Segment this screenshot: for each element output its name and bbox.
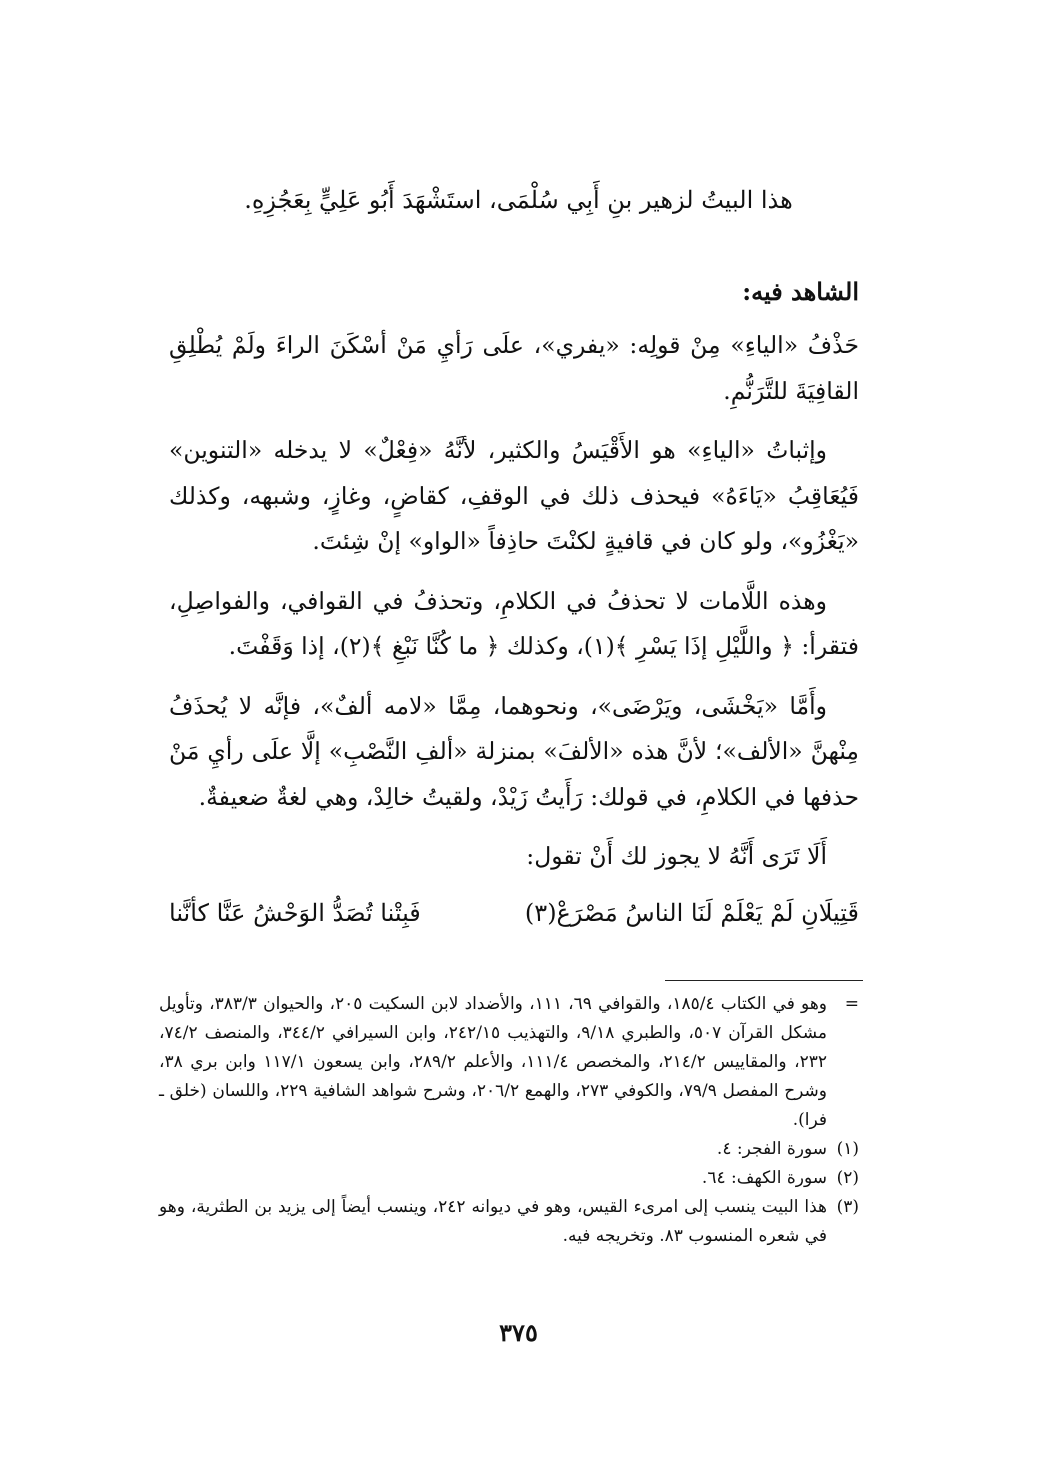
footnote-text: وهو في الكتاب ١٨٥/٤، والقوافي ٦٩، ١١١، والأضداد لابن السكيت ٢٠٥، والحيوان ٣٨٣/٣، وتأويل مشكل القرآن ٥٠٧، والطبري ٩/١٨، والتهذيب ٢٤٢/١٥، وابن السيرافي ٣٤٤/٢، والمنصف ٧٤/٢، ٢٣٢، والمقاييس ٢١٤/٢، والمخصص ١١١/٤، والأعلم ٢٨٩/٢، وابن يسعون ١١٧/١ وابن بري ٣٨، وشرح المفصل ٧٩/٩، والكوفي ٢٧٣، والهمع ٢٠٦/٢، وشرح شواهد الشافية ٢٢٩، واللسان (خلق ـ فرا). (159, 994, 828, 1130)
footnote-text: سورة الكهف: ٦٤. (701, 1168, 827, 1188)
verse-hemistich-first: قَتِيلَانِ لَمْ يَعْلَمْ لَنَا الناسُ مَصْرَعْ(٣) (524, 899, 859, 927)
footnote (159, 1193, 859, 1251)
footnote (159, 1164, 859, 1193)
footnote-text: هذا البيت ينسب إلى امرىء القيس، وهو في ديوانه ٢٤٢، وينسب أيضاً إلى يزيد بن الطثرية، وهو في شعره المنسوب ٨٣. وتخريجه فيه. (159, 1197, 827, 1246)
footnote-marker: (٢) (836, 1168, 859, 1188)
section-heading: الشاهد فيه: (742, 277, 859, 306)
verse-hemistich-second: فَبِتْنا تُصَدُّ الوَحْشُ عَنَّا كأنَّنا (169, 899, 421, 927)
body-text (169, 323, 859, 888)
paragraph: أَلَا تَرَى أَنَّهُ لا يجوز لك أَنْ تقول: (526, 842, 827, 870)
footnote-divider (665, 980, 863, 981)
footnote-text: سورة الفجر: ٤. (716, 1139, 827, 1159)
page-number: ٣٧٥ (499, 1318, 538, 1347)
intro-line: هذا البيتُ لزهير بنِ أَبِي سُلْمَى، استَشْهَدَ أَبُو عَلِيٍّ بِعَجُزِهِ. (244, 186, 793, 214)
footnote-marker: (١) (836, 1139, 859, 1159)
paragraph: وأَمَّا «يَخْشَى، ويَرْضَى»، ونحوهما، مِمَّا «لامه ألفٌ»، فإنَّه لا يُحذَفُ مِنْهنَّ «الألف»؛ لأنَّ هذه «الألفَ» بمنزلة «ألفِ النَّصْبِ» إلَّا علَى رأيِ مَنْ حذفها في الكلامِ، في قولك: رَأَيتُ زَيْدْ، ولقيتُ خالِدْ، وهي لغةٌ ضعيفةٌ. (169, 691, 859, 811)
footnote-marker: = (844, 994, 859, 1014)
paragraph: حَذْفُ «الياءِ» مِنْ قولِه: «يفري»، علَى رَأيِ مَنْ أسْكَنَ الراءَ ولَمْ يُطْلِقِ القافِيَةَ للتَّرَنُّمِ. (169, 331, 859, 405)
footnotes (159, 990, 859, 1251)
paragraph: وإثباتُ «الياءِ» هو الأَقْيَسُ والكثير، لأنَّهُ «فِعْلٌ» لا يدخله «التنوين» فَيُعَاقِبُ «يَاءَهُ» فيحذف ذلك في الوقفِ، كقاضٍ، وغازٍ، وشبهه، وكذلك «يَغْزُو»، ولو كان في قافيةٍ لكنْتَ حاذِفاً «الواو» إنْ شِئتَ. (169, 436, 859, 555)
poem-verse (169, 893, 859, 933)
footnote (159, 1135, 859, 1164)
footnote (159, 990, 859, 1135)
footnote-marker: (٣) (836, 1197, 859, 1217)
paragraph: وهذه اللَّامات لا تحذفُ في الكلامِ، وتحذفُ في القوافي، والفواصِلِ، فتقرأ: ﴿ واللَّيْلِ إذَا يَسْرِ ﴾(١)، وكذلك ﴿ ما كُنَّا نَبْغِ ﴾(٢)، إذا وَقَفْتَ. (169, 586, 859, 660)
